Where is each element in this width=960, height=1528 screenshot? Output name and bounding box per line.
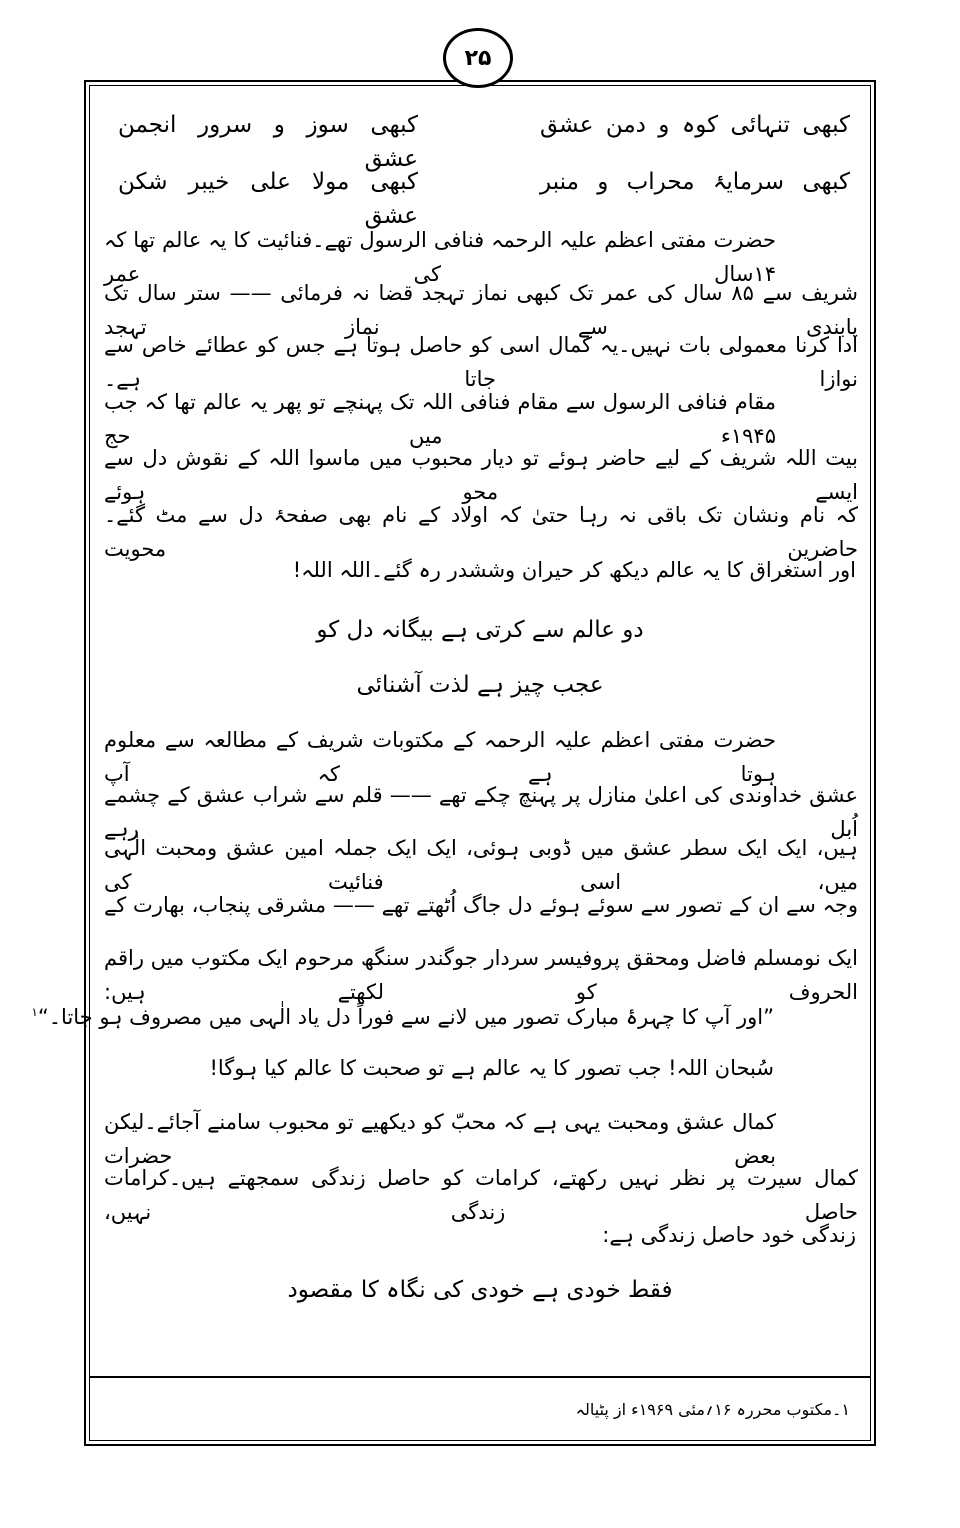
text-line: اور استغراق کا یہ عالم دیکھ کر حیران وششدر رہ گئے۔اللہ اللہ! [292,558,856,582]
footnote: ۱۔مکتوب محررہ ۱۶؍مئی ۱۹۶۹ء از پٹیالہ [575,1400,850,1419]
text-line: ایک نومسلم فاضل ومحقق پروفیسر سردار جوگندر سنگھ مرحوم ایک مکتوب میں راقم الحروف کو لکھتے ہیں: [104,946,858,1004]
verse-line: فقط خودی ہے خودی کی نگاہ کا مقصود [287,1277,673,1303]
couplet-1-left: کبھی سوز و سرور انجمن عشق [118,112,418,172]
text-line: حضرت مفتی اعظم علیہ الرحمہ فنافی الرسول تھے۔فنائیت کا یہ عالم تھا کہ ۱۴سال کی عمر [104,228,776,286]
text-line: بیت اللہ شریف کے لیے حاضر ہوئے تو دیار محبوب میں ماسوا اللہ کے نقوش دل سے ایسے محو ہوئے [104,446,858,504]
quote-line [31,995,774,1034]
text-line: زندگی خود حاصل زندگی ہے: [602,1223,856,1247]
text-line: ادا کرنا معمولی بات نہیں۔یہ کمال اسی کو حاصل ہوتا ہے جس کو عطائے خاص سے نوازا جاتا ہے۔ [104,333,858,391]
text-line: ہیں، ایک ایک سطر عشق میں ڈوبی ہوئی، ایک ایک جملہ امین عشق ومحبت الٰہی میں، اسی فنائیت کی [104,836,858,894]
couplet-2-right: کبھی سرمایۂ محراب و منبر [540,169,850,195]
text-line: حضرت مفتی اعظم علیہ الرحمہ کے مکتوبات شریف کے مطالعہ سے معلوم ہوتا ہے کہ آپ [104,728,776,786]
text-line: کمال سیرت پر نظر نہیں رکھتے، کرامات کو حاصل زندگی سمجھتے ہیں۔کرامات حاصل زندگی نہیں، [104,1166,858,1224]
footnote-marker: ۱ [31,1005,38,1019]
text-line: کہ نام ونشان تک باقی نہ رہا حتیٰ کہ اولاد کے نام بھی صفحۂ دل سے مٹ گئے۔حاضرین محویت [104,503,858,561]
text-line: شریف سے ۸۵ سال کی عمر تک کبھی نماز تہجد قضا نہ فرمائی —— ستر سال تک پابندی سے نماز تہجد [104,281,858,339]
text-line: عشق خداوندی کی اعلیٰ منازل پر پہنچ چکے تھے —— قلم سے شراب عشق کے چشمے اُبل رہے [104,783,858,841]
couplet-1-right: کبھی تنہائی کوہ و دمن عشق [540,112,850,138]
verse-line: عجب چیز ہے لذت آشنائی [356,672,604,698]
page-number: ۲۵ [443,28,513,88]
couplet-2-left: کبھی مولا علی خیبر شکن عشق [118,169,418,229]
text-line: مقام فنافی الرسول سے مقام فنافی اللہ تک پہنچے تو پھر یہ عالم تھا کہ جب ۱۹۴۵ء میں حج [104,390,776,448]
text-line: وجہ سے ان کے تصور سے سوئے ہوئے دل جاگ اُٹھتے تھے —— مشرقی پنجاب، بھارت کے [104,893,858,917]
quote-text: ”اور آپ کا چہرۂ مبارک تصور میں لانے سے فوراً دل یاد الٰہی میں مصروف ہو جاتا۔“ [37,1005,774,1029]
verse-line: دو عالم سے کرتی ہے بیگانہ دل کو [316,617,644,643]
text-line: سُبحان اللہ! جب تصور کا یہ عالم ہے تو صحبت کا عالم کیا ہوگا! [209,1056,774,1080]
text-line: کمال عشق ومحبت یہی ہے کہ محبّ کو دیکھیے تو محبوب سامنے آجائے۔لیکن بعض حضرات [104,1110,776,1168]
footnote-divider [89,1376,871,1378]
